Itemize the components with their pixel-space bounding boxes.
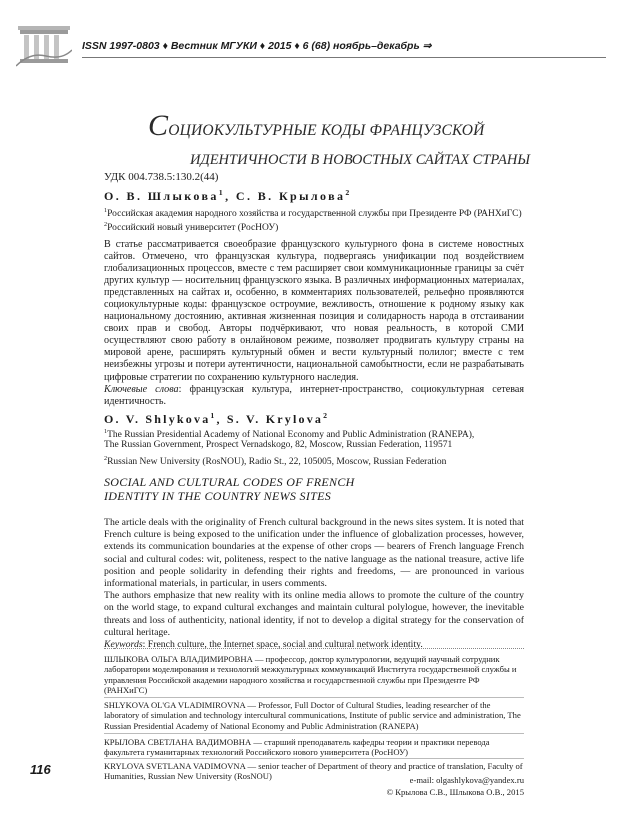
drop-cap: С: [148, 109, 169, 142]
udc-code: УДК 004.738.5:130.2(44): [104, 171, 219, 183]
header-rule: [82, 57, 606, 58]
bio-shlykova-ru: ШЛЫКОВА ОЛЬГА ВЛАДИМИРОВНА — профессор, доктор культурологии, ведущий научный сотрудник лаборатории моделирования и технологий межкультурных коммуникаций Института государственной службы и управления Российской академии народного хозяйства и государственной службы при Президенте РФ (РАНХиГС): [104, 654, 517, 695]
affiliation-ru-2: $^2$Российский новый университет (РосНОУ): [104, 222, 279, 234]
bio-divider: [104, 758, 524, 759]
keywords-label-en: Keywords: [104, 639, 143, 651]
bio-divider: [104, 733, 524, 734]
issn: ISSN 1997-0803: [82, 40, 160, 52]
journal-logo: [16, 22, 72, 68]
copyright: © Крылова С.В., Шлыкова О.В., 2015: [386, 787, 524, 797]
authors-en: O. V. Shlykova$^1$, S. V. Krylova$^2$: [104, 411, 330, 426]
journal-header: ISSN 1997-0803 ♦ Вестник МГУКИ ♦ 2015 ♦ 6 (68) ноябрь–декабрь ⇒: [82, 40, 432, 52]
bio-krylova-en: KRYLOVA SVETLANA VADIMOVNA — senior teacher of Department of theory and practice of translation, Faculty of Humanities, Russian New University (RosNOU): [104, 761, 523, 782]
bio-krylova-ru: КРЫЛОВА СВЕТЛАНА ВАДИМОВНА — старший преподаватель кафедры теории и практики перевода факультета гуманитарных технологий Российского нового университета (РосНОУ): [104, 737, 490, 758]
abstract-en: The article deals with the originality of French cultural background in the news sites system. It is noted that French culture is being exposed to the unification under the influence of globalization processes, however, extends its communication boundaries at the expense of other crops — bearers of French language French social and cultural codes: wit, politeness, respect to the native language as the national treasure, active life position and people solidarity in defending their rights and freedoms, — are pronounced in various informational materials, in particular, in users comments. The authors emphasize that new reality with its online media allows to promote the culture of the country on the world stage, to expand cultural exchanges and maintain cultural polylogue, however, the inevitable threats and loss of authenticity, national identity, if not to develop a digital strategy for the conservation of cultural heritage. Keywords: French culture, the Internet space, social and cultural network identity.: [104, 517, 524, 651]
issue: 6 (68) ноябрь–декабрь: [302, 40, 420, 52]
title-en: SOCIAL AND CULTURAL CODES OF FRENCH IDENTITY IN THE COUNTRY NEWS SITES: [104, 475, 355, 503]
keywords-en: : French culture, the Internet space, social and cultural network identity.: [142, 639, 423, 651]
arrow-icon: ⇒: [422, 40, 432, 52]
bio-shlykova-en: SHLYKOVA OL'GA VLADIMIROVNA — Professor, Full Doctor of Cultural Studies, leading researcher of the laboratory of simulation and technology intercultural communications, Institute of public service and administration, The Russian Presidential Academy of National Economy and Public Administration (RANEPA): [104, 700, 521, 731]
title-ru-line1: СОЦИОКУЛЬТУРНЫЕ КОДЫ ФРАНЦУЗСКОЙ: [148, 109, 485, 142]
affiliation-ru-1: $^1$Российская академия народного хозяйства и государственной службы при Президенте РФ (РАНХиГС): [104, 208, 522, 220]
columns-logo-icon: [16, 22, 72, 68]
contact-email: e-mail: olgashlykova@yandex.ru: [409, 775, 524, 785]
abstract-ru: В статье рассматривается своеобразие французского культурного фона в системе новостных сайтов. Отмечено, что французская культура, подвергаясь унификации под воздействием глобализационных процессов, вместе с тем расширяет свои коммуникационные границы за счёт других культур — носительниц французского языка. В различных информационных материалах, представленных на сайтах и, особенно, в комментариях пользователей, рельефно проявляются социокультурные коды: французское остроумие, вежливость, отношение к родному языку как национальному достоянию, активная жизненная позиция и солидарность народа в отстаивании своих прав и свобод. Авторы подчёркивают, что новая реальность, в которой СМИ осуществляют свою работу в онлайновом режиме, позволяет продвигать культуру страны на мировой арене, расширять культурный обмен и вести культурный полилог; вместе с тем неизбежны угрозы и потери аутентичности, национальной самобытности, если не разрабатывать цифровые стратегии по сохранению культурного наследия. Ключевые слова: французская культура, интернет-пространство, социокультурная сетевая идентичность.: [104, 239, 525, 407]
title-ru-line2: ИДЕНТИЧНОСТИ В НОВОСТНЫХ САЙТАХ СТРАНЫ: [190, 152, 530, 168]
dotted-divider: [104, 648, 524, 649]
affiliation-en-2: $^2$Russian New University (RosNOU), Radio St., 22, 105005, Moscow, Russian Federation: [104, 456, 447, 468]
keywords-label-ru: Ключевые слова: [104, 383, 179, 395]
journal-name: Вестник МГУКИ: [170, 40, 257, 52]
affiliation-en-1: $^1$The Russian Presidential Academy of National Economy and Public Administration (RANEPA), The Russian Government, Prospect Vernadskogo, 82, Moscow, Russian Federation, 119571: [104, 429, 475, 451]
year: 2015: [268, 40, 292, 52]
authors-ru: О. В. Шлыкова$^1$, С. В. Крылова$^2$: [104, 188, 352, 203]
keywords-ru: : французская культура, интернет-пространство, социокультурная сетевая идентичность.: [104, 383, 525, 407]
bio-divider: [104, 697, 524, 698]
page-number: 116: [30, 762, 51, 777]
